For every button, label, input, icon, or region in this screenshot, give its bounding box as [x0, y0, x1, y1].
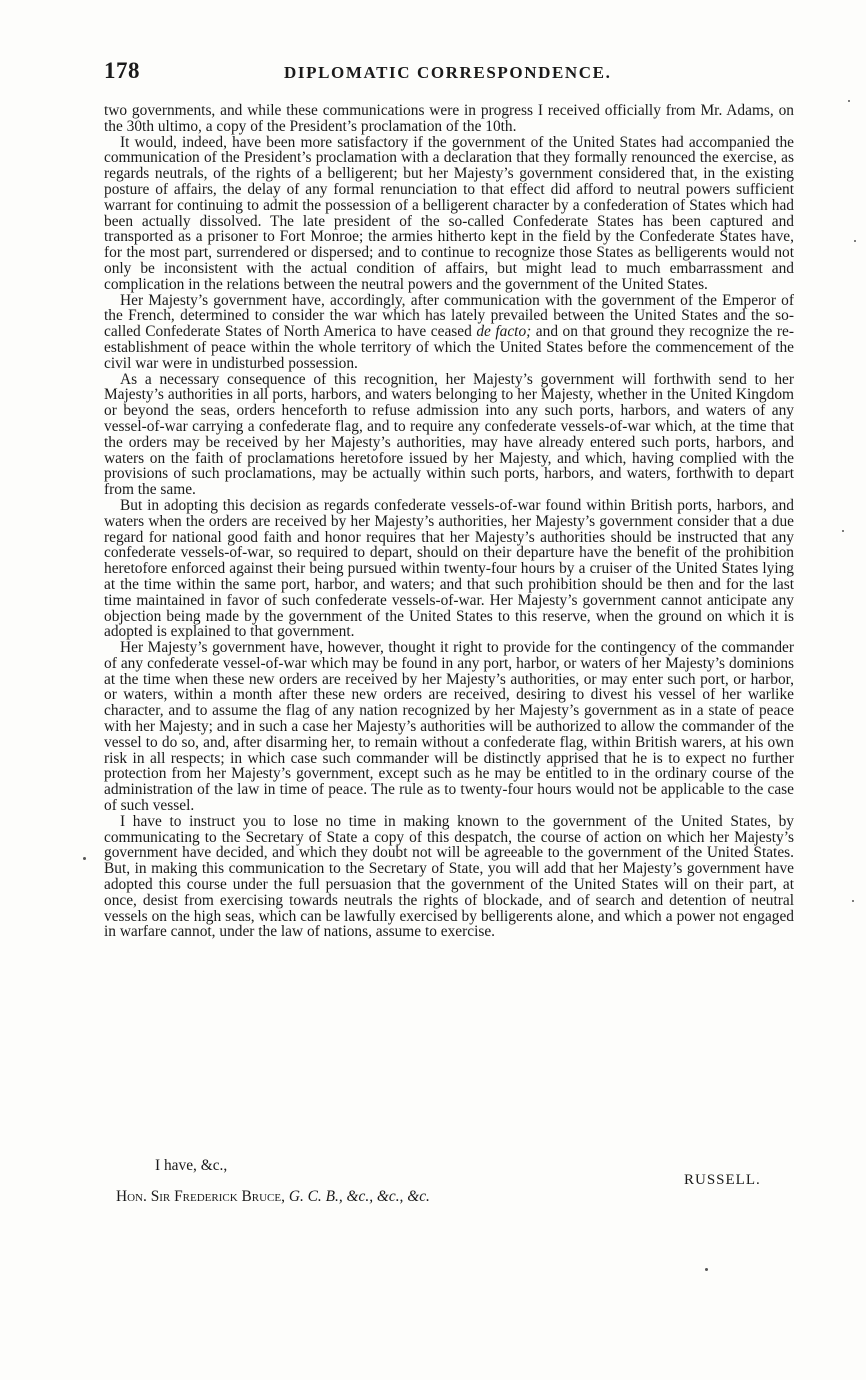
paragraph-3-end: and on that ground they recognize the re-establishment of peace within the whole territory of which the United States before the commencement of the civil war were in undisturbed possession.	[104, 323, 794, 372]
paragraph-1: two governments, and while these communications were in progress I received officially from Mr. Adams, on the 30th ultimo, a copy of the President’s proclamation of the 10th.	[104, 102, 794, 135]
running-title: DIPLOMATIC CORRESPONDENCE.	[284, 63, 612, 82]
addressee-line	[116, 1188, 430, 1206]
page-number: 178	[104, 58, 140, 83]
page-header	[104, 58, 794, 86]
speck	[705, 1268, 708, 1271]
letter-body	[104, 103, 794, 940]
page-edge-specks	[830, 60, 860, 1360]
addressee-title: G. C. B., &c., &c., &c.	[288, 1188, 430, 1205]
speck	[852, 900, 854, 902]
paragraph-3-start: Her Majesty’s government have, accordingly, after communication with the government of the Emperor of the French, determined to consider the war which has lately prevailed between the United States and the so-called Confederate States of North America to have ceased	[104, 291, 794, 341]
paragraph-5: But in adopting this decision as regards confederate vessels-of-war found within British ports, harbors, and waters when the orders are received by her Majesty’s authorities, her Majesty’s government consider that a due regard for national good faith and honor requires that her Majesty’s authorities should be instructed that any confederate vessels-of-war, so required to depart, should on their departure have the benefit of the prohibition heretofore enforced against their being pursued within twenty-four hours by a cruiser of the United States lying at the time within the same port, harbor, and waters; and that such prohibition should be then and for the last time maintained in favor of such confederate vessels-of-war. Her Majesty’s government cannot anticipate any objection being made by the government of the United States to this reserve, when the ground on which it is adopted is explained to that government.	[104, 496, 794, 641]
addressee-name: Hon. Sir Frederick Bruce,	[116, 1188, 285, 1205]
speck	[842, 530, 844, 532]
paragraph-3	[104, 293, 794, 372]
paragraph-6: Her Majesty’s government have, however, thought it right to provide for the contingency of the commander of any confederate vessel-of-war which may be found in any port, harbor, or waters of her Majesty’s dominions at the time when these new orders are received by her Majesty’s authorities, or may enter such port, or harbor, or waters, within a month after these new orders are received, desiring to divest his vessel of her warlike character, and to assume the flag of any nation recognized by her Majesty’s government as in a state of peace with her Majesty; and in such a case her Majesty’s authorities will be authorized to allow the commander of the vessel to do so, and, after disarming her, to remain without a confederate flag, within British warers, at his own risk in all respects; in which case such commander will be distinctly apprised that he is to expect no further protection from her Majesty’s government, except such as he may be entitled to in the ordinary course of the administration of the law in time of peace. The rule as to twenty-four hours would not be applicable to the case of such vessel.	[104, 639, 794, 815]
speck	[83, 857, 86, 860]
paragraph-4: As a necessary consequence of this recognition, her Majesty’s government will forthwith send to her Majesty’s authorities in all ports, harbors, and waters belonging to her Majesty, whether in the United Kingdom or beyond the seas, orders henceforth to refuse admission into any such ports, harbors, and waters of any vessel-of-war carrying a confederate flag, and to require any confederate vessels-of-war which, at the time that the orders may be received by her Majesty’s authorities, may have already entered such ports, harbors, and waters on the faith of proclamations heretofore issued by her Majesty, and which, having complied with the provisions of such proclamations, may be actually within such ports, harbors, and waters, forthwith to depart from the same.	[104, 370, 794, 499]
speck	[848, 100, 850, 102]
speck	[854, 240, 856, 242]
signature: RUSSELL.	[684, 1172, 761, 1188]
paragraph-3-italic-phrase: de facto;	[476, 323, 532, 341]
letter-closing: I have, &c.,	[155, 1157, 228, 1174]
paragraph-2: It would, indeed, have been more satisfactory if the government of the United States had accompanied the communication of the President’s proclamation with a declaration that they formally renounced the exercise, as regards neutrals, of the rights of a belligerent; but her Majesty’s government considered that, in the existing posture of affairs, the delay of any formal renunciation to that effect did afford to neutral powers sufficient warrant for continuing to admit the possession of a belligerent character by a confederation of States which had been actually dissolved. The late president of the so-called Confederate States has been captured and transported as a prisoner to Fort Monroe; the armies hitherto kept in the field by the Confederate States have, for the most part, surrendered or dispersed; and to continue to recognize those States as belligerents would not only be inconsistent with the actual condition of affairs, but might lead to much embarrassment and complication in the relations between the neutral powers and the government of the United States.	[104, 133, 794, 293]
paragraph-7: I have to instruct you to lose no time in making known to the government of the United States, by communicating to the Secretary of State a copy of this despatch, the course of action on which her Majesty’s government have decided, and which they doubt not will be agreeable to the government of the United States. But, in making this communication to the Secretary of State, you will add that her Majesty’s government have adopted this course under the full persuasion that the government of the United States will on their part, at once, desist from exercising towards neutrals the rights of blockade, and of search and detention of neutral vessels on the high seas, which can be lawfully exercised by belligerents alone, and which a power not engaged in warfare cannot, under the law of nations, assume to exercise.	[104, 812, 794, 941]
